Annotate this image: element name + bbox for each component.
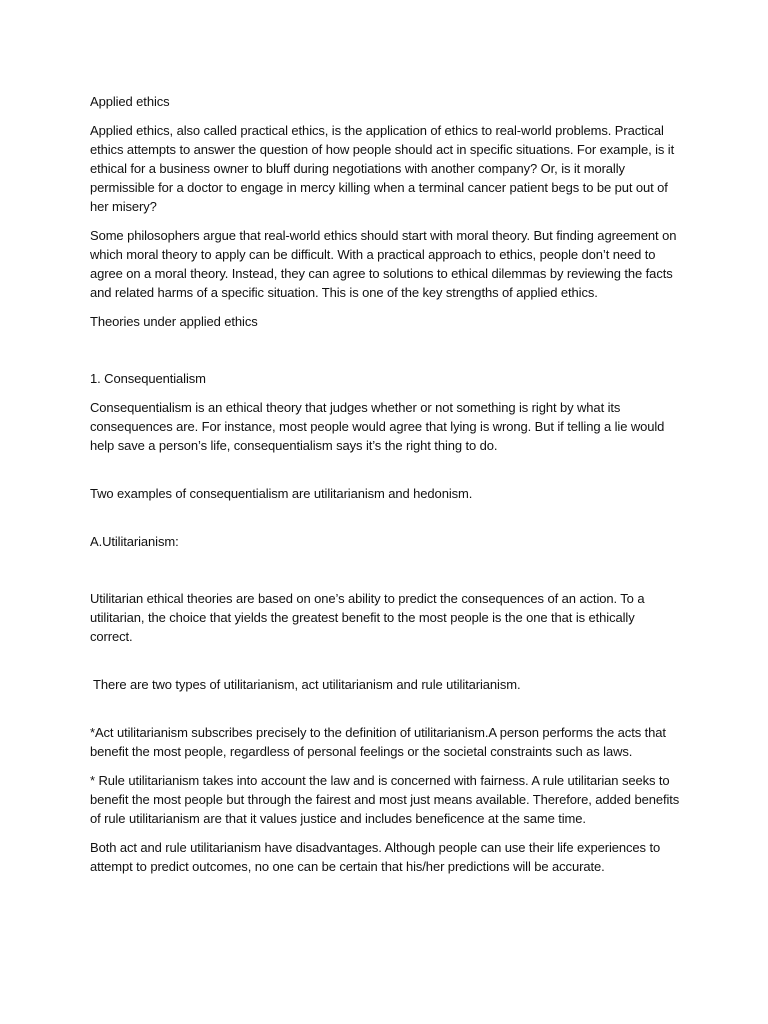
document-page bbox=[90, 92, 680, 876]
paragraph-examples: Two examples of consequentialism are utilitarianism and hedonism. bbox=[90, 486, 473, 501]
heading-utilitarianism: A.Utilitarianism: bbox=[90, 534, 179, 549]
paragraph-act-utilitarianism: *Act utilitarianism subscribes precisely to the definition of utilitarianism.A person performs the acts that benefit the most people, regardless of personal feelings or the societal constraints such as laws. bbox=[90, 725, 666, 759]
paragraph-disadvantages: Both act and rule utilitarianism have disadvantages. Although people can use their life experiences to attempt to predict outcomes, no one can be certain that his/her predictions will be accurate. bbox=[90, 840, 661, 874]
paragraph-consequentialism: Consequentialism is an ethical theory that judges whether or not something is right by what its consequences are. For instance, most people would agree that lying is wrong. But if telling a lie would help save a person’s life, consequentialism says it’s the right thing to do. bbox=[90, 400, 665, 453]
heading-consequentialism: 1. Consequentialism bbox=[90, 371, 206, 386]
paragraph-utilitarian-theories: Utilitarian ethical theories are based on one’s ability to predict the consequences of an action. To a utilitarian, the choice that yields the greatest benefit to the most people is the one that is ethically correct. bbox=[90, 591, 645, 644]
paragraph-two-types: There are two types of utilitarianism, act utilitarianism and rule utilitarianism. bbox=[93, 677, 521, 692]
heading-theories: Theories under applied ethics bbox=[90, 314, 258, 329]
paragraph-intro: Applied ethics, also called practical ethics, is the application of ethics to real-world problems. Practical ethics attempts to answer the question of how people should act in specific situations. For example, is it ethical for a business owner to bluff during negotiations with another company? Or, is it morally permissible for a doctor to engage in mercy killing when a terminal cancer patient begs to be put out of her misery? bbox=[90, 123, 675, 214]
paragraph-philosophers: Some philosophers argue that real-world ethics should start with moral theory. But finding agreement on which moral theory to apply can be difficult. With a practical approach to ethics, people don’t need to agree on a moral theory. Instead, they can agree to solutions to ethical dilemmas by reviewing the facts and related harms of a specific situation. This is one of the key strengths of applied ethics. bbox=[90, 228, 677, 300]
paragraph-rule-utilitarianism: * Rule utilitarianism takes into account the law and is concerned with fairness. A rule utilitarian seeks to benefit the most people but through the fairest and most just means available. Therefore, added benefits of rule utilitarianism are that it values justice and includes beneficence at the same time. bbox=[90, 773, 680, 826]
document-title: Applied ethics bbox=[90, 94, 170, 109]
